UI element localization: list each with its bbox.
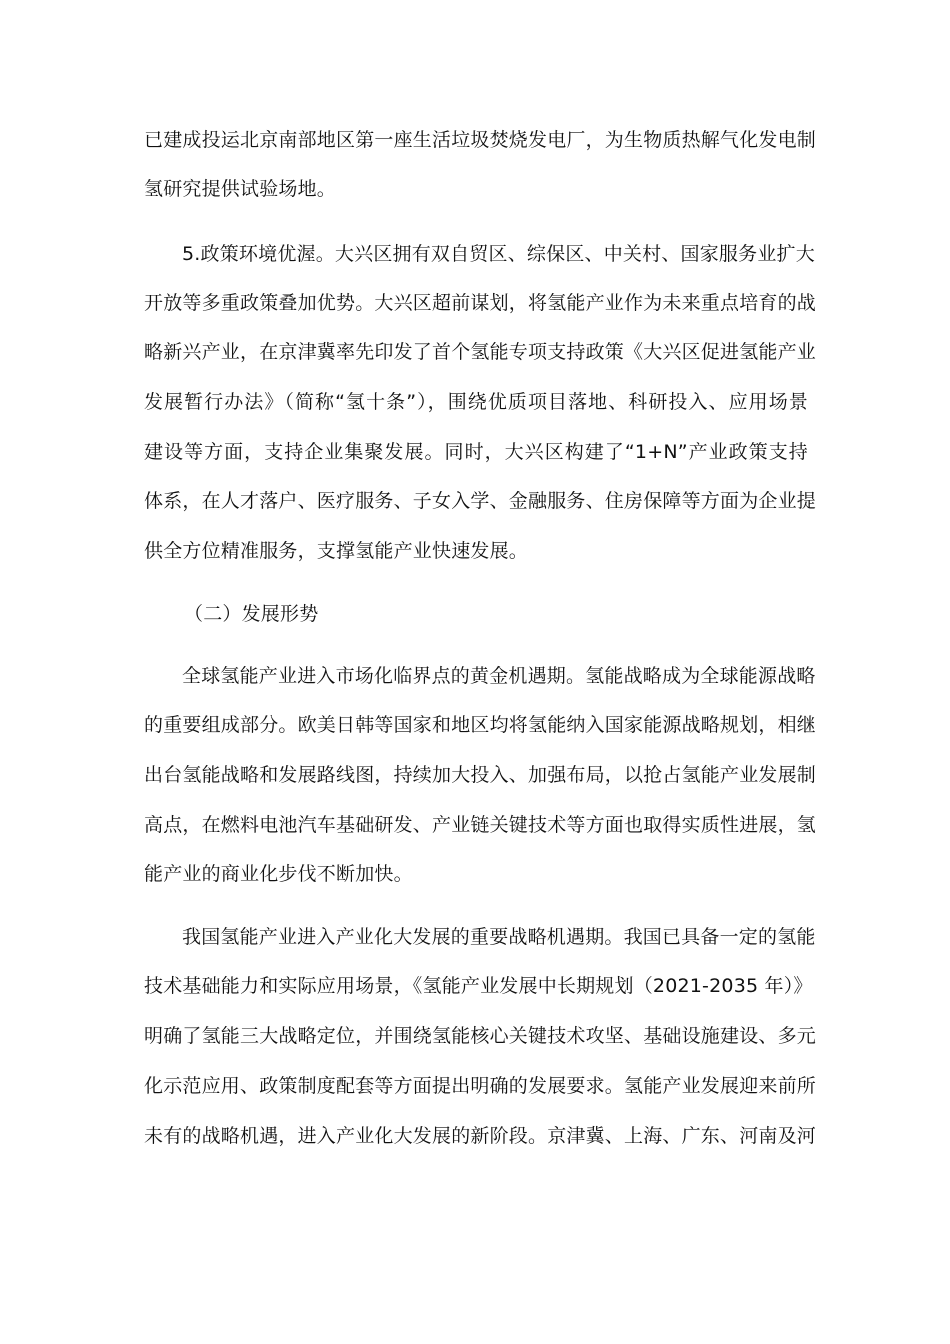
text-line: 供全方位精准服务，支撑氢能产业快速发展。 bbox=[144, 540, 529, 562]
paragraph-start-line: 5.政策环境优渥。大兴区拥有双自贸区、综保区、中关村、国家服务业扩大 bbox=[182, 243, 815, 265]
text-line: 体系，在人才落户、医疗服务、子女入学、金融服务、住房保障等方面为企业提 bbox=[144, 490, 817, 512]
text-line: 高点，在燃料电池汽车基础研发、产业链关键技术等方面也取得实质性进展，氢 bbox=[144, 814, 817, 836]
text-line: 化示范应用、政策制度配套等方面提出明确的发展要求。氢能产业发展迎来前所 bbox=[144, 1075, 817, 1097]
paragraph-start-line: 全球氢能产业进入市场化临界点的黄金机遇期。氢能战略成为全球能源战略 bbox=[182, 665, 816, 687]
text-line: 能产业的商业化步伐不断加快。 bbox=[144, 863, 413, 885]
text-line: 明确了氢能三大战略定位，并围绕氢能核心关键技术攻坚、基础设施建设、多元 bbox=[144, 1025, 817, 1047]
text-line: 出台氢能战略和发展路线图，持续加大投入、加强布局，以抢占氢能产业发展制 bbox=[144, 764, 817, 786]
text-line: 氢研究提供试验场地。 bbox=[144, 178, 337, 200]
text-line: 未有的战略机遇，进入产业化大发展的新阶段。京津冀、上海、广东、河南及河 bbox=[144, 1125, 817, 1147]
text-line: 略新兴产业，在京津冀率先印发了首个氢能专项支持政策《大兴区促进氢能产业 bbox=[144, 341, 817, 363]
text-line: 开放等多重政策叠加优势。大兴区超前谋划，将氢能产业作为未来重点培育的战 bbox=[144, 292, 817, 314]
text-line: 技术基础能力和实际应用场景，《氢能产业发展中长期规划（2021-2035 年）》 bbox=[144, 975, 813, 997]
text-line: 的重要组成部分。欧美日韩等国家和地区均将氢能纳入国家能源战略规划，相继 bbox=[144, 714, 817, 736]
text-line: 发展暂行办法》（简称“氢十条”），围绕优质项目落地、科研投入、应用场景 bbox=[144, 391, 808, 413]
section-heading: （二）发展形势 bbox=[184, 603, 319, 625]
text-line: 建设等方面，支持企业集聚发展。同时，大兴区构建了“1+N”产业政策支持 bbox=[144, 441, 808, 463]
paragraph-start-line: 我国氢能产业进入产业化大发展的重要战略机遇期。我国已具备一定的氢能 bbox=[182, 926, 816, 948]
text-line: 已建成投运北京南部地区第一座生活垃圾焚烧发电厂，为生物质热解气化发电制 bbox=[144, 129, 817, 151]
